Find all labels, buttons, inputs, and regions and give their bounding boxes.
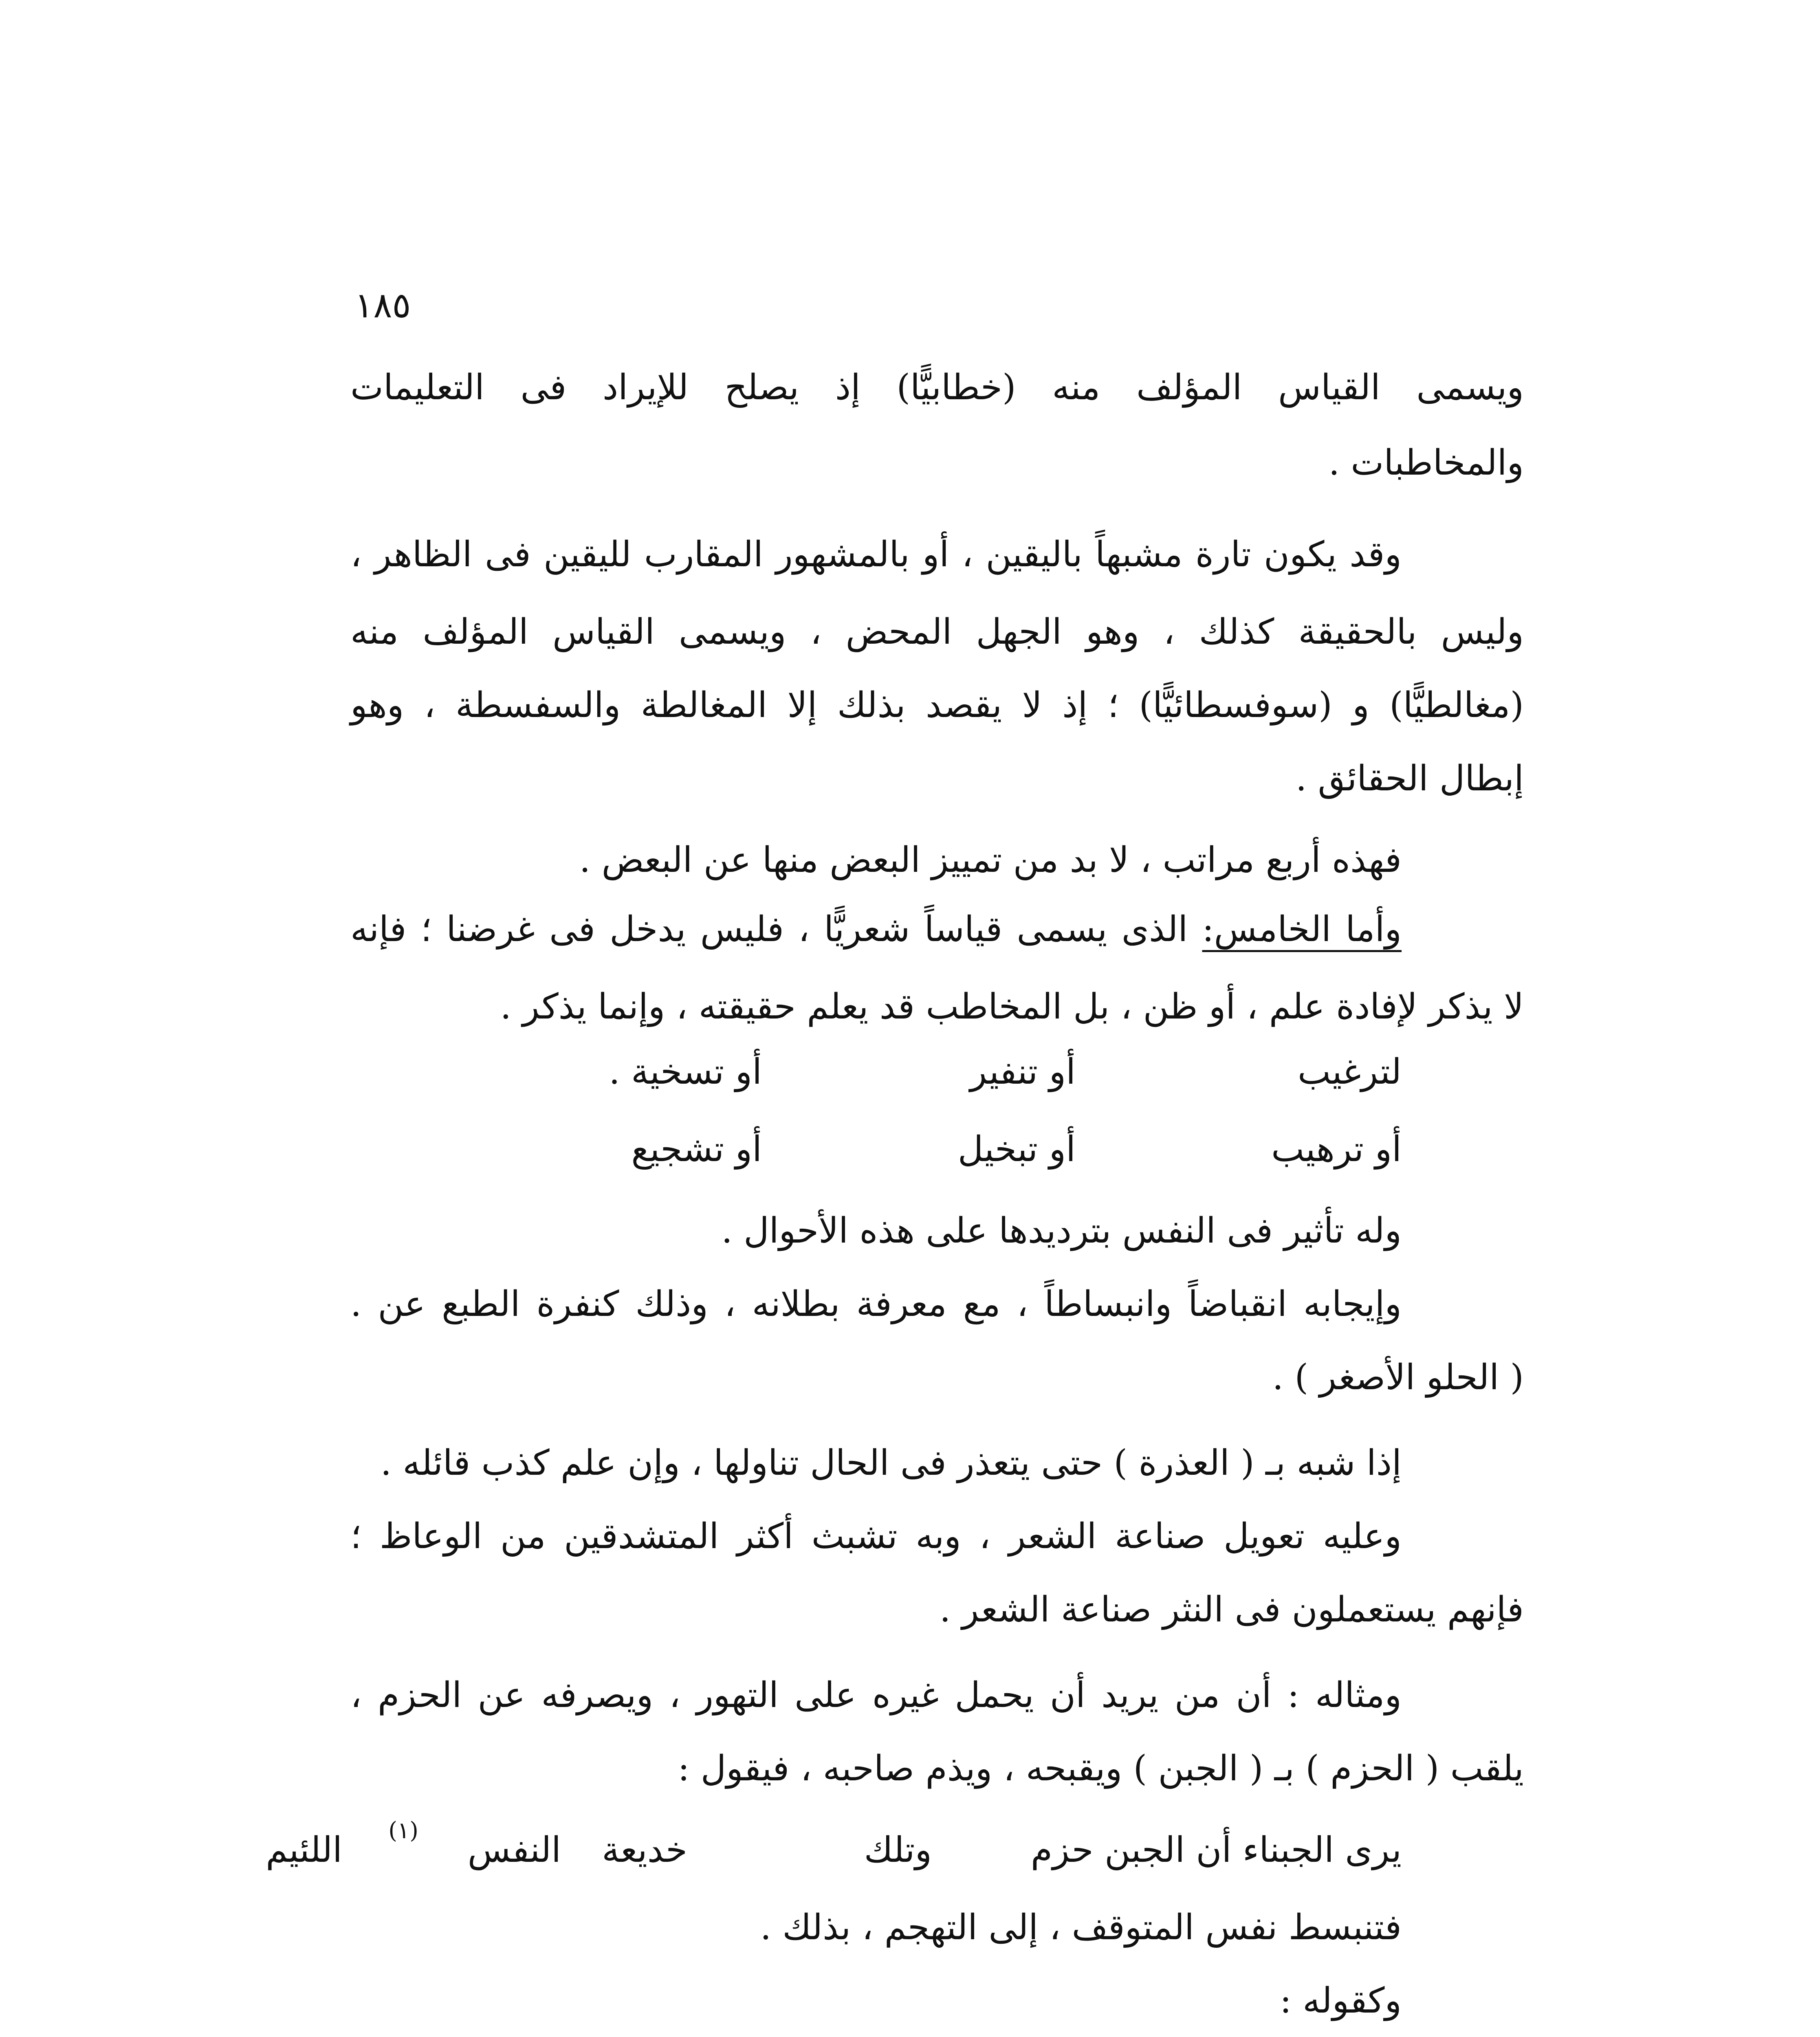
verse-word: وتلك: [864, 1830, 932, 1870]
paragraph-line: وكقوله :: [1279, 1980, 1402, 2021]
paragraph-line: لا يذكر لإفادة علم ، أو ظن ، بل المخاطب قد يعلم حقيقته ، وإنما يذكر .: [500, 986, 1524, 1027]
paragraph-line: إبطال الحقائق .: [1295, 758, 1524, 799]
paragraph-line: يلقب ( الحزم ) بـ ( الجبن ) ويقبحه ، ويذم صاحبه ، فيقول :: [678, 1748, 1524, 1789]
table-cell: أو تسخية .: [609, 1051, 762, 1092]
paragraph-line: والمخاطبات .: [1328, 442, 1524, 483]
table-cell: أو تشجيع: [631, 1129, 762, 1170]
paragraph-text: الذى يسمى قياساً شعريًّا ، فليس يدخل فى غرضنا ؛ فإنه: [350, 909, 1202, 950]
paragraph-line: فإنهم يستعملون فى النثر صناعة الشعر .: [940, 1589, 1524, 1630]
paragraph-line: إذا شبه بـ ( العذرة ) حتى يتعذر فى الحال تناولها ، وإن علم كذب قائله .: [380, 1443, 1402, 1483]
page-number: ١٨٥: [354, 285, 411, 326]
verse-word: خديعة: [602, 1830, 687, 1870]
paragraph-line: (مغالطيًّا) و (سوفسطائيًّا) ؛ إذ لا يقصد بذلك إلا المغالطة والسفسطة ، وهو: [350, 685, 1524, 726]
table-cell: أو ترهيب: [1271, 1129, 1402, 1170]
verse-hemistich: يرى الجبناء أن الجبن حزم: [1030, 1830, 1402, 1870]
paragraph-line: فهذه أربع مراتب ، لا بد من تمييز البعض منها عن البعض .: [579, 840, 1402, 880]
footnote-marker: (١): [388, 1817, 418, 1844]
paragraph-line: ويسمى القياس المؤلف منه (خطابيًّا) إذ يصلح للإيراد فى التعليمات: [350, 367, 1524, 408]
paragraph-line: فتنبسط نفس المتوقف ، إلى التهجم ، بذلك .: [760, 1907, 1402, 1948]
table-cell: لترغيب: [1298, 1051, 1402, 1092]
verse-word: النفس: [467, 1830, 561, 1870]
table-cell: أو تنفير: [970, 1051, 1076, 1092]
paragraph-line: وعليه تعويل صناعة الشعر ، وبه تشبث أكثر المتشدقين من الوعاظ ؛: [350, 1516, 1402, 1557]
paragraph-line: وقد يكون تارة مشبهاً باليقين ، أو بالمشهور المقارب لليقين فى الظاهر ،: [350, 534, 1402, 575]
paragraph-line: ( الحلو الأصغر ) .: [1272, 1357, 1524, 1398]
paragraph-line: وله تأثير فى النفس بترديدها على هذه الأحوال .: [721, 1210, 1402, 1251]
verse-word: اللئيم: [266, 1830, 342, 1870]
underlined-heading: وأما الخامس:: [1202, 909, 1402, 950]
paragraph-line: [350, 909, 1402, 950]
paragraph-line: وليس بالحقيقة كذلك ، وهو الجهل المحض ، ويسمى القياس المؤلف منه: [350, 612, 1524, 652]
table-cell: أو تبخيل: [957, 1129, 1076, 1170]
paragraph-line: ومثاله : أن من يريد أن يحمل غيره على التهور ، ويصرفه عن الحزم ،: [350, 1675, 1402, 1716]
paragraph-line: وإيجابه انقباضاً وانبساطاً ، مع معرفة بطلانه ، وذلك كنفرة الطبع عن .: [350, 1284, 1402, 1324]
